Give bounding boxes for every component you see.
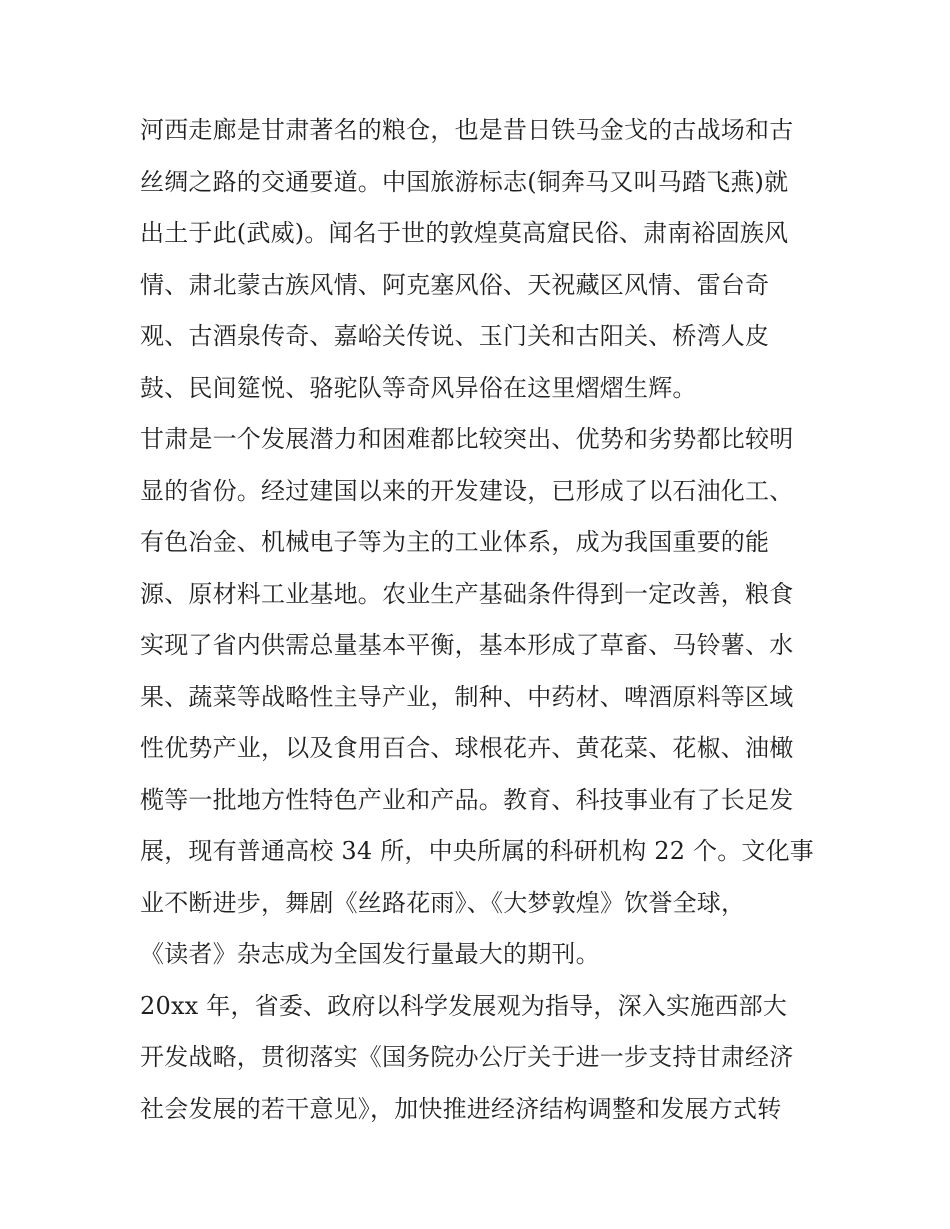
text-line: 显的省份。经过建国以来的开发建设，已形成了以石油化工、 [140, 476, 794, 505]
text-line: 有色冶金、机械电子等为主的工业体系，成为我国重要的能 [140, 528, 770, 556]
document-body [140, 105, 830, 1135]
text-line: 展，现有普通高校 34 所，中央所属的科研机构 22 个。文化事 [140, 837, 814, 865]
text-line: 20xx 年，省委、政府以科学发展观为指导，深入实施西部大 [140, 991, 788, 1020]
text-line: 观、古酒泉传奇、嘉峪关传说、玉门关和古阳关、桥湾人皮 [140, 322, 770, 350]
text-line: 源、原材料工业基地。农业生产基础条件得到一定改善，粮食 [140, 579, 794, 608]
text-line: 实现了省内供需总量基本平衡，基本形成了草畜、马铃薯、水 [140, 631, 794, 659]
text-line: 开发战略，贯彻落实《国务院办公厅关于进一步支持甘肃经济 [140, 1043, 794, 1071]
text-line: 性优势产业，以及食用百合、球根花卉、黄花菜、花椒、油橄 [140, 734, 794, 762]
text-line: 《读者》杂志成为全国发行量最大的期刊。 [140, 940, 600, 968]
text-line: 甘肃是一个发展潜力和困难都比较突出、优势和劣势都比较明 [140, 425, 794, 453]
text-line: 榄等一批地方性特色产业和产品。教育、科技事业有了长足发 [140, 785, 794, 814]
text-line: 河西走廊是甘肃著名的粮仓，也是昔日铁马金戈的古战场和古 [140, 116, 794, 144]
text-line: 鼓、民间筵悦、骆驼队等奇风异俗在这里熠熠生辉。 [140, 373, 697, 402]
text-line: 社会发展的若干意见》，加快推进经济结构调整和发展方式转 [140, 1094, 782, 1123]
text-line: 情、肃北蒙古族风情、阿克塞风俗、天祝藏区风情、雷台奇 [140, 270, 770, 299]
text-line: 业不断进步，舞剧《丝路花雨》、《大梦敦煌》饮誉全球， [140, 888, 746, 917]
text-line: 丝绸之路的交通要道。中国旅游标志(铜奔马又叫马踏飞燕)就 [140, 167, 789, 196]
text-line: 出土于此(武威)。闻名于世的敦煌莫高窟民俗、肃南裕固族风 [140, 219, 789, 247]
text-line: 果、蔬菜等战略性主导产业，制种、中药材、啤酒原料等区域 [140, 682, 794, 711]
